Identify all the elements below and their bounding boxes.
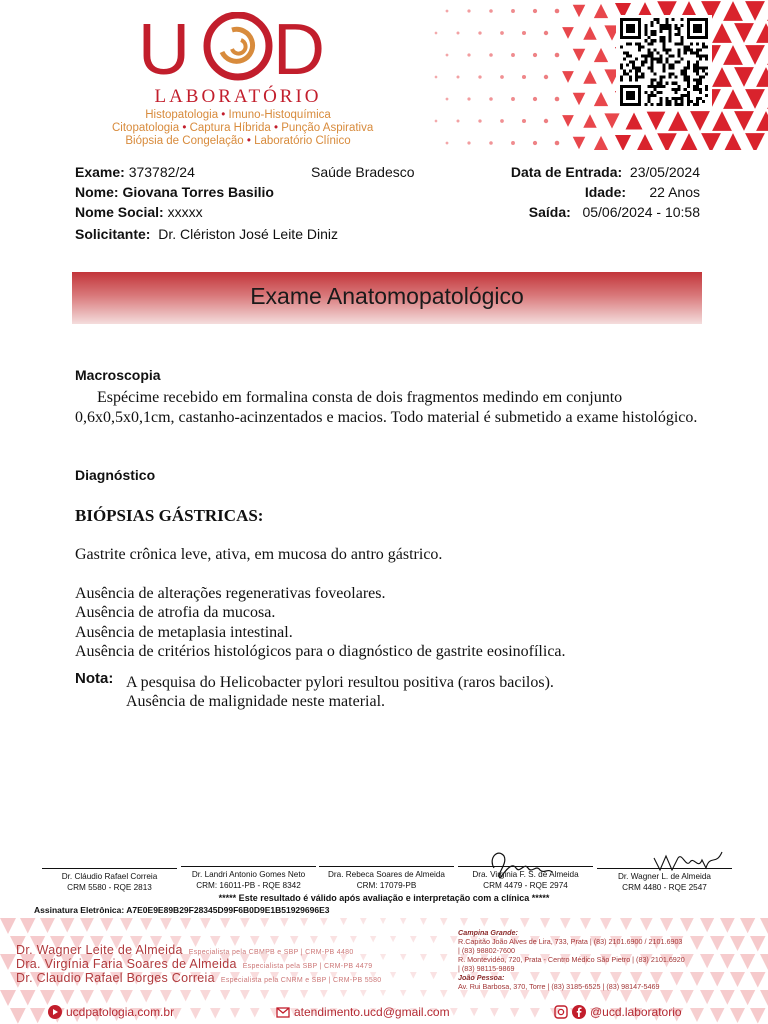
exit-date: Saída: 05/06/2024 - 10:58 — [528, 204, 700, 220]
handwritten-signature-icon — [484, 844, 556, 884]
handwritten-signature-icon — [650, 848, 726, 880]
facebook-icon — [572, 1005, 586, 1019]
finding-item: Ausência de critérios histológicos para o diagnóstico de gastrite eosinofílica. — [75, 643, 566, 660]
note-line: Ausência de malignidade neste material. — [126, 693, 386, 710]
signature-block — [319, 866, 454, 891]
signature-reg: CRM 4480 - RQE 2547 — [622, 883, 707, 892]
signature-name: Dra. Rebeca Soares de Almeida — [328, 870, 445, 879]
email-link[interactable]: atendimento.ucd@gmail.com — [276, 1005, 450, 1019]
signature-name: Dr. Cláudio Rafael Correia — [61, 872, 158, 881]
exam-number: Exame: 373782/24 — [75, 164, 195, 180]
instagram-icon — [554, 1005, 568, 1019]
patient-age: Idade: 22 Anos — [584, 184, 700, 200]
note-line: A pesquisa do Helicobacter pylori resultou positiva (raros bacilos). — [126, 674, 554, 691]
electronic-signature: Assinatura Eletrônica: A7E0E9E89B29F28345D99F6B0D9E1B51929696E3 — [34, 905, 330, 915]
mail-icon — [276, 1005, 290, 1019]
signature-name: Dr. Landri Antonio Gomes Neto — [191, 870, 306, 879]
signature-reg: CRM: 16011-PB - RQE 8342 — [196, 881, 301, 890]
signature-reg: CRM 4479 - RQE 2974 — [483, 881, 568, 890]
signature-block — [181, 866, 316, 891]
social-name: Nome Social: xxxxx — [75, 204, 203, 220]
signature-reg: CRM: 17079-PB — [356, 881, 417, 890]
finding-item: Ausência de alterações regenerativas foveolares. — [75, 585, 386, 602]
requester: Solicitante: Dr. Clériston José Leite Diniz — [75, 226, 338, 242]
diagnosis-title: BIÓPSIAS GÁSTRICAS: — [75, 506, 264, 525]
footer-doctor: Dra. Virgínia Faria Soares de Almeida Especialista pela SBP | CRM-PB 4479 — [16, 957, 373, 971]
logo-subtitle: LABORATÓRIO — [154, 86, 322, 107]
address-block: Campina Grande: R.Capitão João Alves de Lira, 733, Prata | (83) 2101.6900 / 2101.6903 | (83) 98802-7600 R. Montevidéo, 720, Prata - Centro Médico São Pietro | (83) 2101.6920 | (83) 98115-9869 João Pessoa: Av. Rui Barbosa, 370, Torre | (83) 3185-6525 | (83) 98147-5469 — [458, 928, 685, 991]
diagnosis-main: Gastrite crônica leve, ativa, em mucosa do antro gástrico. — [75, 546, 443, 563]
svg-text:U: U — [138, 12, 190, 82]
diagnosis-heading: Diagnóstico — [75, 467, 156, 483]
title-banner — [72, 272, 702, 324]
signature-block — [42, 868, 177, 893]
signature-name: Dra. Virginia F. S. de Almeida — [472, 870, 579, 879]
report-title: Exame Anatomopatológico — [250, 283, 524, 309]
specialties-line: Citopatologia • Captura Híbrida • Punção Aspirativa — [112, 122, 374, 134]
patient-name: Nome: Giovana Torres Basilio — [75, 184, 274, 200]
note-label: Nota: — [75, 670, 114, 687]
entry-date: Data de Entrada: 23/05/2024 — [510, 164, 700, 180]
validity-note: ***** Este resultado é válido após avaliação e interpretação com a clínica ***** — [218, 893, 550, 903]
footer-doctor: Dr. Wagner Leite de Almeida Especialista pela CBMPB e SBP | CRM-PB 4480 — [16, 943, 354, 957]
qr-code-icon[interactable] — [616, 15, 712, 109]
insurer: Saúde Bradesco — [311, 164, 415, 180]
signature-name: Dr. Wagner L. de Almeida — [618, 872, 711, 881]
signature-reg: CRM 5580 - RQE 2813 — [67, 883, 152, 892]
finding-item: Ausência de metaplasia intestinal. — [75, 624, 293, 641]
macroscopy-heading: Macroscopia — [75, 367, 161, 383]
footer-doctor: Dr. Claudio Rafael Borges Correia Especialista pela CNRM e SBP | CRM-PB 5580 — [16, 971, 382, 985]
finding-item: Ausência de atrofia da mucosa. — [75, 604, 276, 621]
ucd-logo-icon — [138, 12, 338, 82]
website-link[interactable]: ucdpatologia.com.br — [48, 1005, 174, 1019]
lab-logo — [112, 10, 412, 150]
play-icon — [48, 1005, 62, 1019]
social-link[interactable]: @ucd.laboratorio — [554, 1005, 682, 1019]
macroscopy-text: Espécime recebido em formalina consta de dois fragmentos medindo em conjunto 0,6x0,5x0,1cm, castanho-acinzentados e macios. Todo material é submetido a exame histológico. — [75, 389, 698, 426]
svg-text:D: D — [273, 12, 325, 82]
specialties-line: Histopatologia • Imuno-Histoquímica — [145, 109, 331, 121]
specialties-line: Biópsia de Congelação • Laboratório Clínico — [125, 135, 351, 147]
